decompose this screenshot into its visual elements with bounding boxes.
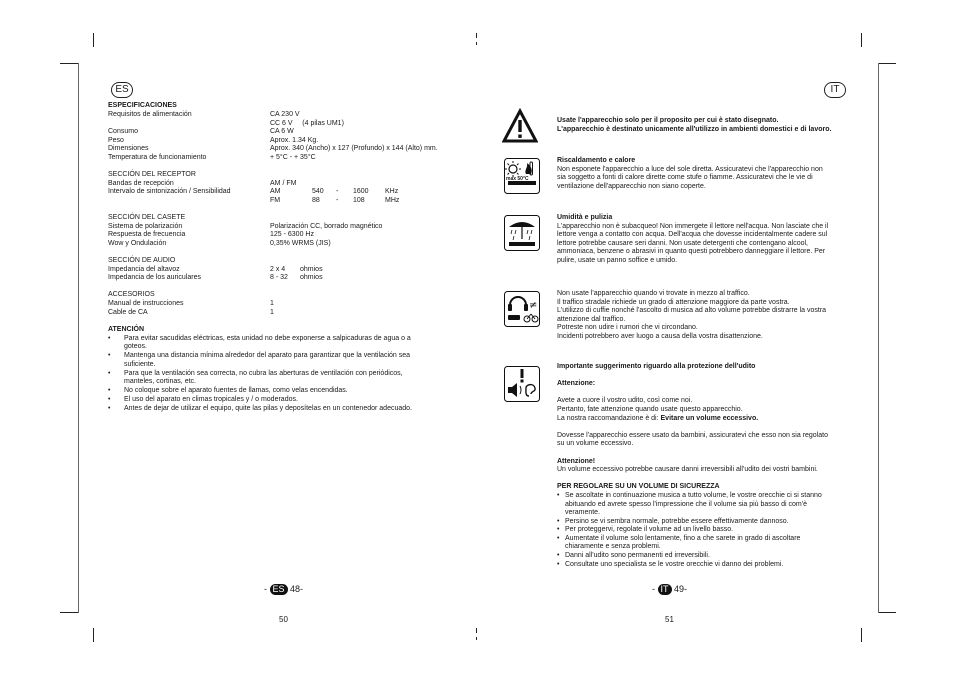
page-label-it — [652, 584, 687, 595]
section-line: lettore venga a contatto con acqua. Dell'acqua che dovesse incidentalmente cadere sul — [557, 231, 828, 239]
section-line: ventilazione dell'apparecchio non siano coperte. — [557, 182, 706, 190]
page-label-es — [264, 584, 303, 595]
attention-title: ATENCIÓN — [108, 326, 145, 333]
tuning-min: 88 — [312, 197, 320, 204]
section-line: Non esponete l'apparecchio a luce del sole diretta. Assicuratevi che l'apparecchio non — [557, 165, 823, 173]
page-lang-pill: ES — [270, 584, 288, 595]
spec-label: Cable de CA — [108, 309, 148, 316]
section-line: pulire, usate un panno soffice e umido. — [557, 256, 678, 264]
spec-label: Sistema de polarización — [108, 223, 183, 230]
spec-value: 125 - 6300 Hz — [270, 231, 314, 238]
warning-icon — [502, 108, 538, 144]
list-line: Danni all'udito sono permanenti ed irreversibili. — [565, 552, 710, 560]
page-label-prefix: - — [652, 584, 658, 594]
section-line: Dovesse l'apparecchio essere usato da bambini, assicuratevi che esso non sia regolato — [557, 431, 828, 439]
crop-mark — [60, 63, 78, 64]
section-line: attenzione dal traffico. — [557, 315, 626, 323]
section-line: L'utilizzo di cuffie nonché l'ascolto di musica ad alto volume potrebbe distrarre la vostra — [557, 307, 827, 315]
section-line: Incidenti potrebbero aver luogo a causa della vostra disattenzione. — [557, 332, 763, 340]
heat-icon-label: max 50°C — [506, 176, 529, 182]
traffic-headphones-icon — [504, 291, 540, 327]
spec-unit: ohmios — [300, 266, 323, 273]
spec-value: CC 6 V (4 pilas UM1) — [270, 120, 344, 127]
section-title: Umidità e pulizia — [557, 214, 613, 221]
section-title: Riscaldamento e calore — [557, 157, 636, 164]
spacer — [557, 423, 852, 432]
list-item-cont: goteos. — [124, 343, 147, 350]
volume-title: PER REGOLARE SU UN VOLUME DI SICUREZZA — [557, 483, 720, 491]
list-item — [557, 561, 852, 570]
attention-label: Attenzione! — [557, 457, 596, 465]
section-title: Importante suggerimento riguardo alla protezione dell'udito — [557, 363, 756, 370]
hearing-section — [557, 363, 852, 569]
section-line: Il traffico stradale richiede un grado di attenzione maggiore da parte vostra. — [557, 298, 790, 306]
crop-mark — [476, 33, 477, 38]
list-item — [557, 518, 852, 527]
sheet-number-left: 50 — [279, 615, 288, 624]
cassette-title: SECCIÓN DEL CASETE — [108, 214, 186, 221]
spec-value: 1 — [270, 309, 274, 316]
spec-label: Requisitos de alimentación — [108, 111, 192, 118]
list-line: chiaramente e senza problemi. — [565, 543, 661, 551]
spec-value: CA 230 V — [270, 111, 300, 118]
spec-label: Dimensiones — [108, 145, 149, 152]
spacer — [557, 475, 852, 484]
spec-unit: ohmios — [300, 274, 323, 281]
section-line: ammoniaca, benzene o abrasivi in quanto questi potrebbero danneggiare il lettore. Per — [557, 248, 826, 256]
spec-value: Polarización CC, borrado magnético — [270, 223, 383, 230]
list-line: Consultate uno specialista se le vostre orecchie vi danno dei problemi. — [565, 560, 784, 568]
traffic-section — [557, 290, 852, 342]
usage-notice — [557, 117, 852, 134]
section-line: Un volume eccessivo potrebbe causare danni irreversibili all'udito dei vostri bambini. — [557, 466, 818, 474]
volume-list — [557, 492, 852, 569]
spec-value: + 5°C - + 35°C — [270, 154, 316, 161]
page-trim — [78, 63, 79, 613]
list-line: Se ascoltate in continuazione musica a tutto volume, le vostre orecchie ci si stanno — [565, 491, 822, 499]
list-line: Persino se vi sembra normale, potrebbe essere effettivamente dannoso. — [565, 517, 789, 525]
section-line: L'apparecchio non è subacqueo! Non immergete il lettore nell'acqua. Non lasciate che il — [557, 222, 829, 230]
list-line: veramente. — [565, 509, 601, 517]
recommendation-prefix: La nostra raccomandazione è di: — [557, 414, 661, 422]
spacer — [557, 449, 852, 458]
spec-value: AM / FM — [270, 180, 297, 187]
section-line: su un volume eccessivo. — [557, 440, 634, 448]
crop-mark — [60, 612, 78, 613]
tuning-unit: MHz — [385, 197, 400, 204]
spec-label: Consumo — [108, 128, 138, 135]
list-item — [557, 552, 852, 561]
section-line: sia soggetto a fonti di calore dirette come stufe o fiamme. Assicuratevi che le vie di — [557, 174, 813, 182]
crop-mark — [476, 42, 477, 45]
audio-title: SECCIÓN DE AUDIO — [108, 257, 176, 264]
humidity-icon — [504, 215, 540, 251]
sheet-number-right: 51 — [665, 615, 674, 624]
spec-label: Intervalo de sintonización / Sensibilidad — [108, 188, 231, 195]
section-line: Non usate l'apparecchio quando vi trovate in mezzo al traffico. — [557, 290, 750, 297]
spec-label: Respuesta de frecuencia — [108, 231, 186, 238]
crop-mark — [93, 628, 94, 642]
list-item — [557, 526, 852, 535]
spacer — [557, 372, 852, 381]
hearing-protection-icon — [504, 366, 540, 402]
usage-line: Usate l'apparecchio solo per il proposito per cui è stato disegnato. — [557, 117, 779, 124]
spec-value: 8 - 32 — [270, 274, 288, 281]
crop-mark — [93, 33, 94, 47]
spec-label: Manual de instrucciones — [108, 300, 184, 307]
receiver-title: SECCIÓN DEL RECEPTOR — [108, 171, 196, 178]
tuning-unit: KHz — [385, 188, 399, 195]
section-line: lettore potrebbe causare seri danni. Non usate detergenti che contengano alcool, — [557, 239, 809, 247]
tuning-sep: - — [336, 197, 339, 204]
tuning-sep: - — [336, 188, 339, 195]
page-lang-pill: IT — [658, 584, 672, 595]
crop-mark — [878, 63, 896, 64]
spacer — [557, 389, 852, 398]
list-item-cont: manteles, cortinas, etc. — [124, 378, 196, 385]
language-badge-it: IT — [824, 82, 846, 98]
spec-label: Bandas de recepción — [108, 180, 174, 187]
list-item — [557, 492, 852, 518]
spec-value: 2 x 4 — [270, 266, 286, 273]
crop-mark — [861, 628, 862, 642]
attention-label: Attenzione: — [557, 380, 596, 388]
language-badge-es: ES — [111, 82, 133, 98]
recommendation — [557, 415, 852, 424]
page-label-prefix: - — [264, 584, 270, 594]
accessories-title: ACCESORIOS — [108, 291, 155, 298]
spec-value: CA 6 W — [270, 128, 294, 135]
page-label-suffix: 48- — [287, 584, 304, 594]
spec-label: Wow y Ondulación — [108, 240, 167, 247]
tuning-max: 108 — [353, 197, 365, 204]
crop-mark — [476, 637, 477, 640]
spec-value: 1 — [270, 300, 274, 307]
humidity-section — [557, 214, 852, 266]
spec-label: Impedancia de los auriculares — [108, 274, 201, 281]
page-trim — [878, 63, 879, 613]
page-label-suffix: 49- — [671, 584, 688, 594]
heat-section — [557, 157, 852, 191]
crop-mark — [861, 33, 862, 47]
list-line: abituando ed avrete spesso l'impressione che il volume sia più basso di com'è — [565, 500, 807, 508]
recommendation-emphasis: Evitare un volume eccessivo. — [660, 414, 759, 422]
list-line: Aumentate il volume solo lentamente, fino a che sarete in grado di ascoltare — [565, 534, 801, 542]
section-line: Potreste non udire i rumori che vi circondano. — [557, 324, 698, 332]
tuning-min: 540 — [312, 188, 324, 195]
list-item — [557, 535, 852, 552]
usage-line: L'apparecchio è destinato unicamente all'utilizzo in ambienti domestici e di lavoro. — [557, 125, 832, 133]
section-line: Pertanto, fate attenzione quando usate questo apparecchio. — [557, 405, 743, 413]
crop-mark — [878, 612, 896, 613]
spec-label: Impedancia del altavoz — [108, 266, 180, 273]
tuning-max: 1600 — [353, 188, 369, 195]
spec-label: Peso — [108, 137, 124, 144]
section-line: Avete a cuore il vostro udito, così come noi. — [557, 397, 693, 405]
spec-value: Aprox. 340 (Ancho) x 127 (Profundo) x 144 (Alto) mm. — [270, 145, 438, 152]
specs-title: ESPECIFICACIONES — [108, 102, 177, 109]
tuning-band: FM — [270, 197, 281, 204]
spec-label: Temperatura de funcionamiento — [108, 154, 207, 161]
list-item-cont: suficiente. — [124, 361, 156, 368]
spec-value: Aprox. 1.34 Kg. — [270, 137, 319, 144]
tuning-band: AM — [270, 188, 281, 195]
svg-text:≠: ≠ — [529, 300, 538, 311]
spec-value: 0,35% WRMS (JIS) — [270, 240, 331, 247]
crop-mark — [476, 628, 477, 633]
list-line: Per proteggervi, regolate il volume ad un livello basso. — [565, 526, 734, 534]
